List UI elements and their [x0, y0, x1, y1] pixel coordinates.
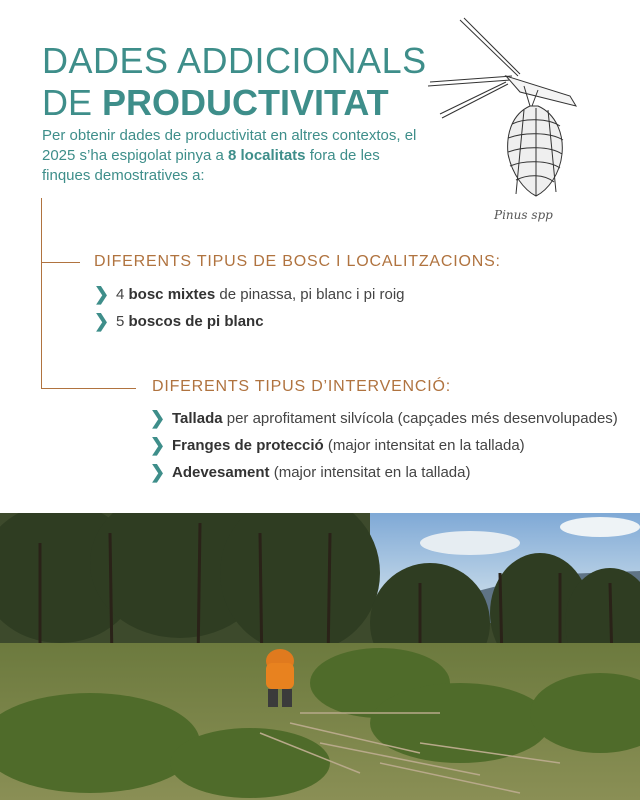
list-item-text: Tallada per aprofitament silvícola (capçades més desenvolupades): [172, 409, 618, 427]
chevron-right-icon: ❯: [150, 435, 166, 455]
intro-part-2: fora de les finques demostratives a:: [42, 147, 380, 184]
intro-bold: 8 localitats: [227, 147, 306, 164]
title-line-2: [42, 82, 427, 124]
section-heading-interventions: DIFERENTS TIPUS D’INTERVENCIÓ:: [152, 378, 451, 395]
list-item: [94, 312, 264, 330]
title-line-1: DADES ADDICIONALS: [42, 40, 427, 81]
title-line-2-bold: PRODUCTIVITAT: [102, 82, 389, 123]
intro-text: [42, 126, 422, 186]
list-item: [150, 436, 525, 454]
list-item-text: 5 boscos de pi blanc: [116, 312, 264, 330]
list-item: [150, 409, 618, 427]
page-title: [42, 40, 427, 124]
list-item-text: Franges de protecció (major intensitat en la tallada): [172, 436, 525, 454]
chevron-right-icon: ❯: [94, 311, 110, 331]
forest-photo: [0, 513, 640, 800]
chevron-right-icon: ❯: [94, 284, 110, 304]
list-item: [94, 285, 405, 303]
bracket-line-1: [41, 198, 80, 263]
title-line-2-prefix: DE: [42, 82, 103, 123]
intro-part-1: Per obtenir dades de productivitat en altres contextos, el 2025 s’ha espigolat pinya a: [42, 127, 417, 164]
chevron-right-icon: ❯: [150, 462, 166, 482]
section-heading-forest-types: DIFERENTS TIPUS DE BOSC I LOCALITZACIONS:: [94, 253, 501, 270]
list-item: [150, 463, 470, 481]
pine-cone-illustration: [420, 14, 610, 214]
list-item-text: Adevesament (major intensitat en la tallada): [172, 463, 471, 481]
chevron-right-icon: ❯: [150, 408, 166, 428]
list-item-text: 4 bosc mixtes de pinassa, pi blanc i pi roig: [116, 285, 405, 303]
illustration-caption: Pinus spp: [494, 208, 553, 222]
